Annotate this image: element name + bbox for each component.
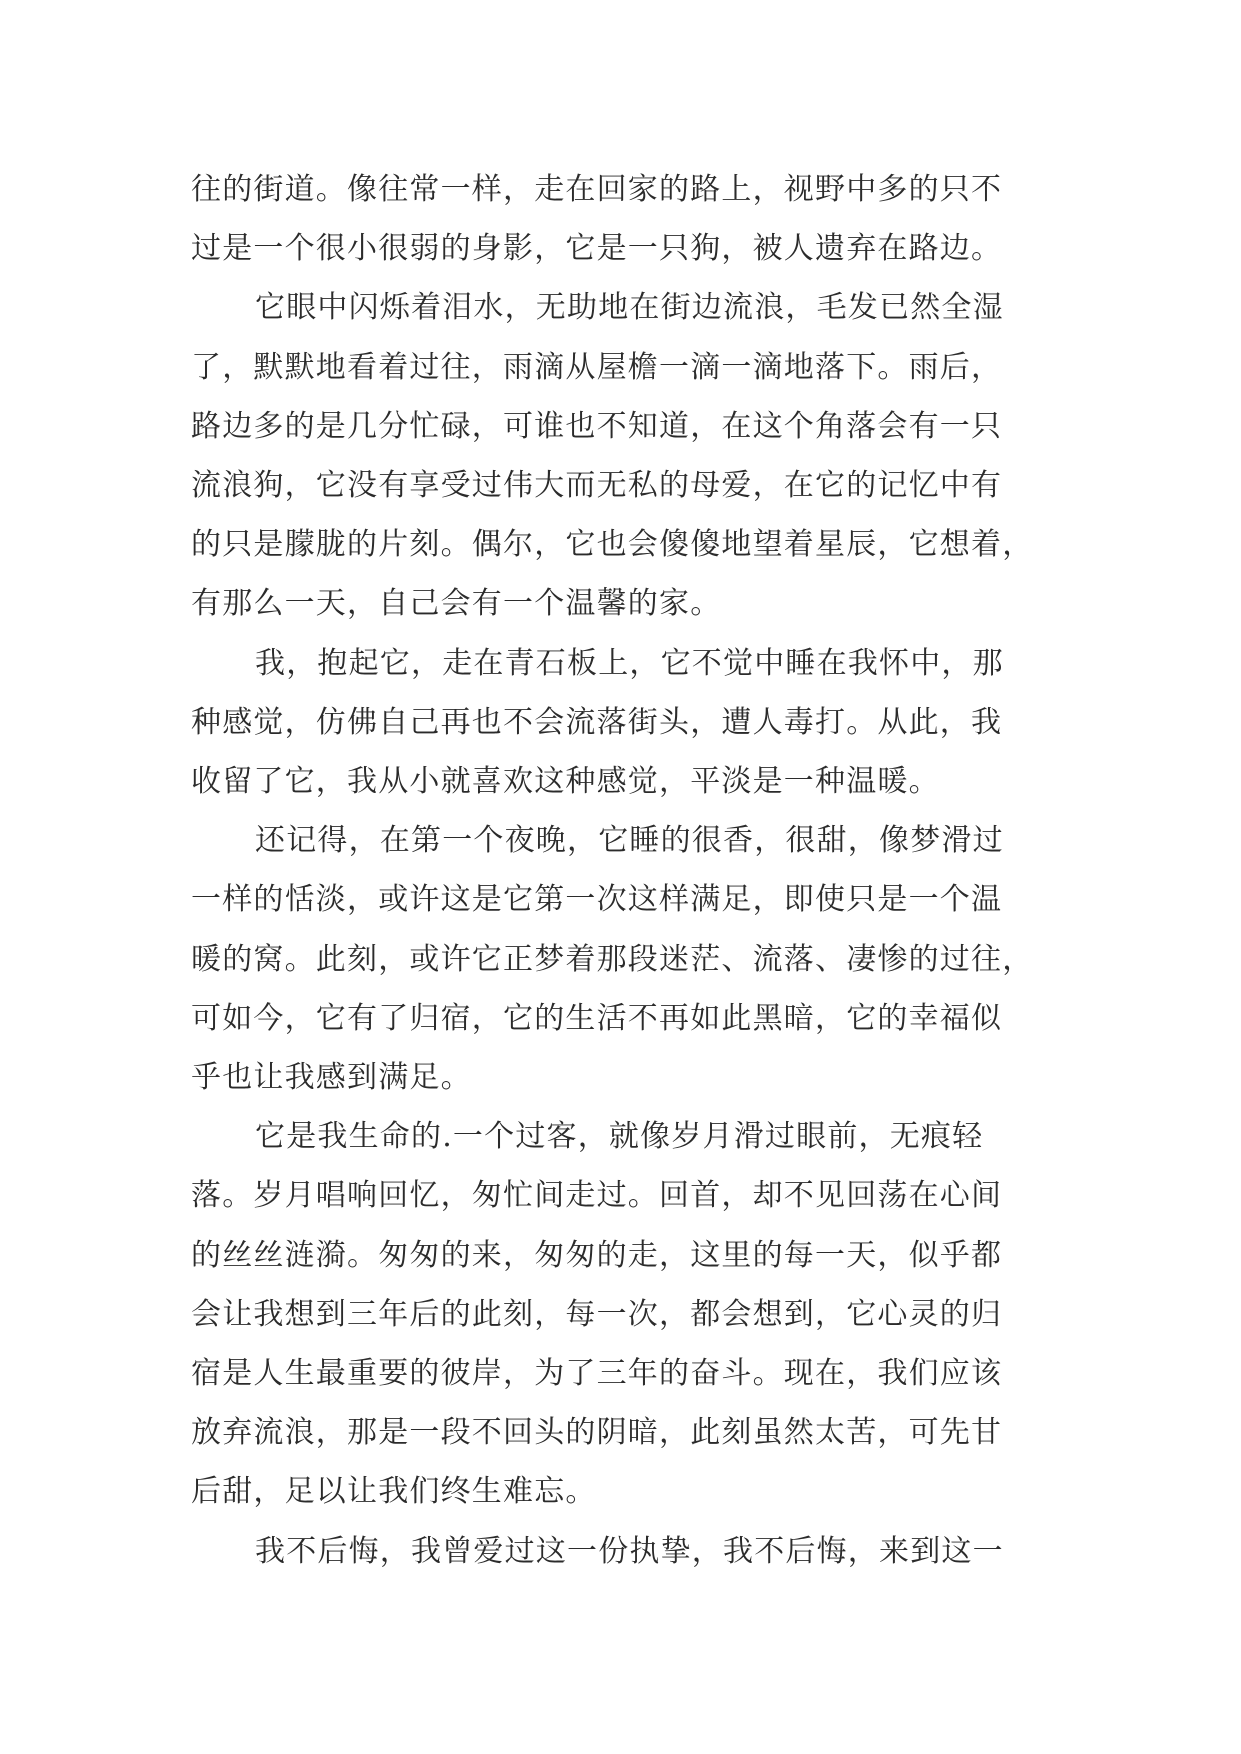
paragraph-4: 还记得，在第一个夜晚，它睡的很香，很甜，像梦滑过 一样的恬淡，或许这是它第一次这样满足，即使只是一个温 暖的窝。此刻，或许它正梦着那段迷茫、流落、凄惨的过往， 可如今，它有了归宿，它的生活不再如此黑暗，它的幸福似 乎也让我感到满足。 — [191, 823, 1034, 1096]
paragraph-1: 往的街道。像往常一样，走在回家的路上，视野中多的只不 过是一个很小很弱的身影，它是一只狗，被人遗弃在路边。 — [191, 172, 1003, 267]
document-body — [191, 160, 1061, 1581]
paragraph-2: 它眼中闪烁着泪水，无助地在街边流浪，毛发已然全湿 了，默默地看着过往，雨滴从屋檐一滴一滴地落下。雨后， 路边多的是几分忙碌，可谁也不知道，在这个角落会有一只 流浪狗，它没有享受过伟大而无私的母爱，在它的记忆中有 的只是朦胧的片刻。偶尔，它也会傻傻地望着星辰，它想着， 有那么一天，自己会有一个温馨的家。 — [191, 290, 1034, 622]
paragraph-5: 它是我生命的.一个过客，就像岁月滑过眼前，无痕轻 落。岁月唱响回忆，匆忙间走过。回首，却不见回荡在心间 的丝丝涟漪。匆匆的来，匆匆的走，这里的每一天，似乎都 会让我想到三年后的此刻，每一次，都会想到，它心灵的归 宿是人生最重要的彼岸，为了三年的奋斗。现在，我们应该 放弃流浪，那是一段不回头的阴暗，此刻虽然太苦，可先甘 后甜，足以让我们终生难忘。 — [191, 1119, 1003, 1510]
paragraph-3: 我，抱起它，走在青石板上，它不觉中睡在我怀中，那 种感觉，仿佛自己再也不会流落街头，遭人毒打。从此，我 收留了它，我从小就喜欢这种感觉，平淡是一种温暖。 — [191, 645, 1004, 800]
paragraph-6: 我不后悔，我曾爱过这一份执挚，我不后悔，来到这一 — [255, 1533, 1004, 1569]
